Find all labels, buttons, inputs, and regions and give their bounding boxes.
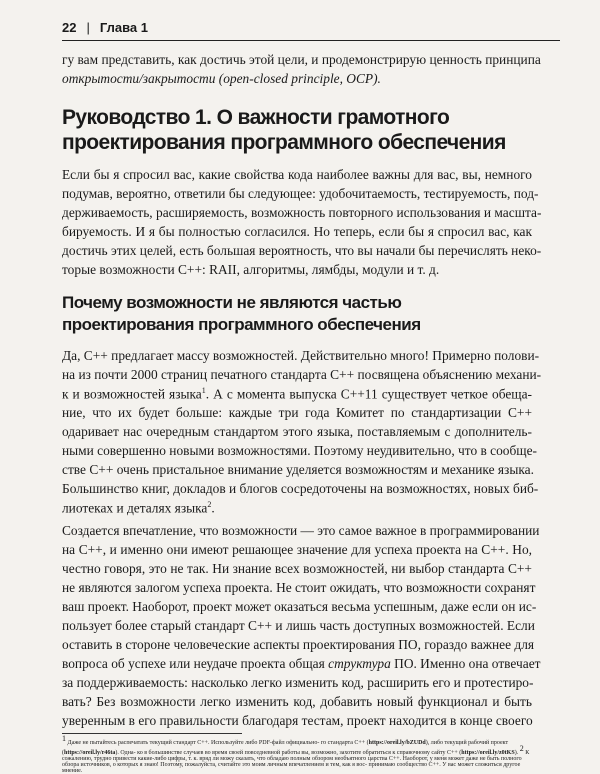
paragraph-2-line: ваш проект. Наоборот, проект может оказаться весьма успешным, даже если он ис- — [62, 599, 537, 614]
footnote-1-marker: 1 — [62, 734, 66, 743]
footnotes-block — [62, 734, 532, 774]
footnote-1-text: ). — [514, 750, 519, 756]
intro-text-2: открытости/закрытости (open-closed principle, OCP). — [62, 71, 381, 86]
paragraph-1-text: . — [211, 500, 215, 516]
section-paragraph-line: держиваемость, расширяемость, возможность повторного использования и масшта- — [62, 205, 542, 220]
section-paragraph-line: торые возможности C++: RAII, алгоритмы, лямбды, модули и т. д. — [62, 262, 440, 277]
paragraph-2-line — [62, 656, 541, 672]
paragraph-2-line: на C++, и именно они имеют решающее значение для успеха проекта на C++. Но, — [62, 542, 532, 557]
chapter-label: Глава 1 — [99, 20, 148, 35]
paragraph-1-line: Да, C++ предлагает массу возможностей. Действительно много! Примерно полови- — [62, 348, 540, 363]
link-reference-site[interactable]: https://oreil.ly/z0tKS — [461, 750, 515, 756]
link-standard-pdf[interactable]: https://oreil.ly/bZUDd — [368, 740, 426, 746]
footnote-2-text: принимаю сообщество C++. У вас может сложиться другое мнение. — [62, 762, 521, 774]
subsection-title-line-2: проектирования программного обеспечения — [62, 315, 421, 334]
section-title-line-1: Руководство 1. О важности грамотного — [62, 106, 450, 129]
page-number: 22 — [62, 20, 77, 35]
paragraph-2-line: за поддерживаемость: насколько легко изменить код, расширить его и протестиро- — [62, 675, 534, 690]
footnote-2-text: К сожалению, трудно привести какие-либо цифры, т. к. вряд ли можу сказать, что обладаю полным — [62, 750, 530, 762]
header-separator: | — [86, 20, 90, 35]
footnote-2-marker: 2 — [519, 744, 524, 753]
paragraph-2-line: оставить в стороне человеческие аспекты проектирования ПО, гораздо важнее для — [62, 637, 535, 652]
subsection-title-line-1: Почему возможности не являются частью — [62, 293, 402, 312]
footnote-1-text: ко в большинстве случаев во время своей повседневной работы вы, возможно, захотите обратиться к — [137, 750, 396, 756]
intro-line-1 — [62, 52, 541, 68]
paragraph-2-line: Создается впечатление, что возможности — это самое важное в программировании — [62, 523, 540, 538]
footnote-ref-2[interactable]: 2 — [207, 500, 212, 509]
footnote-2-text: обзором необъятного царства C++. Наоборот, у меня может даже не быть полного обзора источников, — [62, 756, 522, 768]
paragraph-1-line: ными совершенно новыми возможностями. Поэтому неудивительно, что в сообще- — [62, 443, 538, 458]
footnote-1-text: Даже не пытайтесь распечатать текущий стандарт C++. Используйте либо PDF-файл официально- — [66, 740, 320, 746]
footnote-rule — [62, 733, 242, 734]
paragraph-1-text: . А с момента выпуска C++11 существует четкое обеща- — [205, 386, 533, 402]
section-paragraph-line: подумав, вероятно, ответили бы следующее: удобочитаемость, тестируемость, под- — [62, 186, 539, 201]
paragraph-1-line — [62, 386, 532, 402]
paragraph-2-text: ПО. Именно она отвечает — [390, 656, 541, 671]
footnote-1 — [62, 734, 520, 756]
footnote-2-text: о которых я знаю! Поэтому, пожалуйста, считайте это моим личным впечатлением и тем, как я вос- — [112, 762, 368, 768]
paragraph-2-line: вать? Без возможности легко изменить код, добавить новый функционал и быть — [62, 694, 532, 709]
footnote-ref-1[interactable]: 1 — [201, 386, 206, 395]
footnote-1-text: ), либо текущий рабочий проект ( — [62, 740, 509, 756]
link-working-draft[interactable]: https://oreil.ly/r46ta — [64, 750, 116, 756]
paragraph-1-line: Большинство книг, докладов и блогов сосредоточены на возможностях, новых биб- — [62, 481, 539, 496]
footnote-1-text: справочному сайту C++ ( — [396, 750, 462, 756]
paragraph-1-line: ние, что их будет больше: каждые три года Комитет по стандартизации C++ — [62, 405, 532, 420]
paragraph-1-line: на из почти 2000 страниц печатного стандарта C++ посвящена объяснению механи- — [62, 367, 542, 382]
running-header — [62, 20, 560, 41]
footnote-1-text: го стандарта C++ ( — [320, 740, 369, 746]
section-title-line-2: проектирования программного обеспечения — [62, 131, 506, 154]
paragraph-1-line: одаривает нас очередным стандартом этого языка, поставляемым с дополнитель- — [62, 424, 532, 439]
intro-text-1: гу вам представить, как достичь этой цели, и продемонстрирую ценность принципа — [62, 52, 541, 67]
section-paragraph-line: достичь этих целей, есть большая вероятность, что вы начали бы перечислять неко- — [62, 243, 542, 258]
paragraph-2-line: не являются залогом успеха проекта. Не стоит ожидать, что возможности сохранят — [62, 580, 536, 595]
paragraph-1-line — [62, 500, 215, 516]
paragraph-1-text: лиотеках и деталях языка — [62, 500, 208, 516]
footnote-1-text: ). Одна- — [115, 750, 136, 756]
intro-line-2 — [62, 71, 381, 87]
paragraph-2-line: уверенным в его правильности благодаря тестам, проект находится в конце своего — [62, 713, 533, 728]
paragraph-1-line: стве C++ очень пристальное внимание уделяется возможностям и механике языка. — [62, 462, 534, 477]
paragraph-2-line: честно говоря, это не так. Ни знание всех возможностей, ни выбор стандарта C++ — [62, 561, 532, 576]
paragraph-1-text: к и возможностей языка — [62, 386, 202, 402]
emphasis-structure: структура — [328, 656, 391, 671]
section-paragraph-line: бируемость. И я бы полностью согласился. Но теперь, если бы я спросил вас, как — [62, 224, 532, 239]
paragraph-2-text: вопроса об успехе или неудаче проекта общая — [62, 656, 325, 671]
paragraph-2-line: пользует более старый стандарт C++ и лишь часть доступных возможностей. Если — [62, 618, 535, 633]
section-paragraph-line: Если бы я спросил вас, какие свойства кода наиболее важны для вас, вы, немного — [62, 167, 532, 182]
